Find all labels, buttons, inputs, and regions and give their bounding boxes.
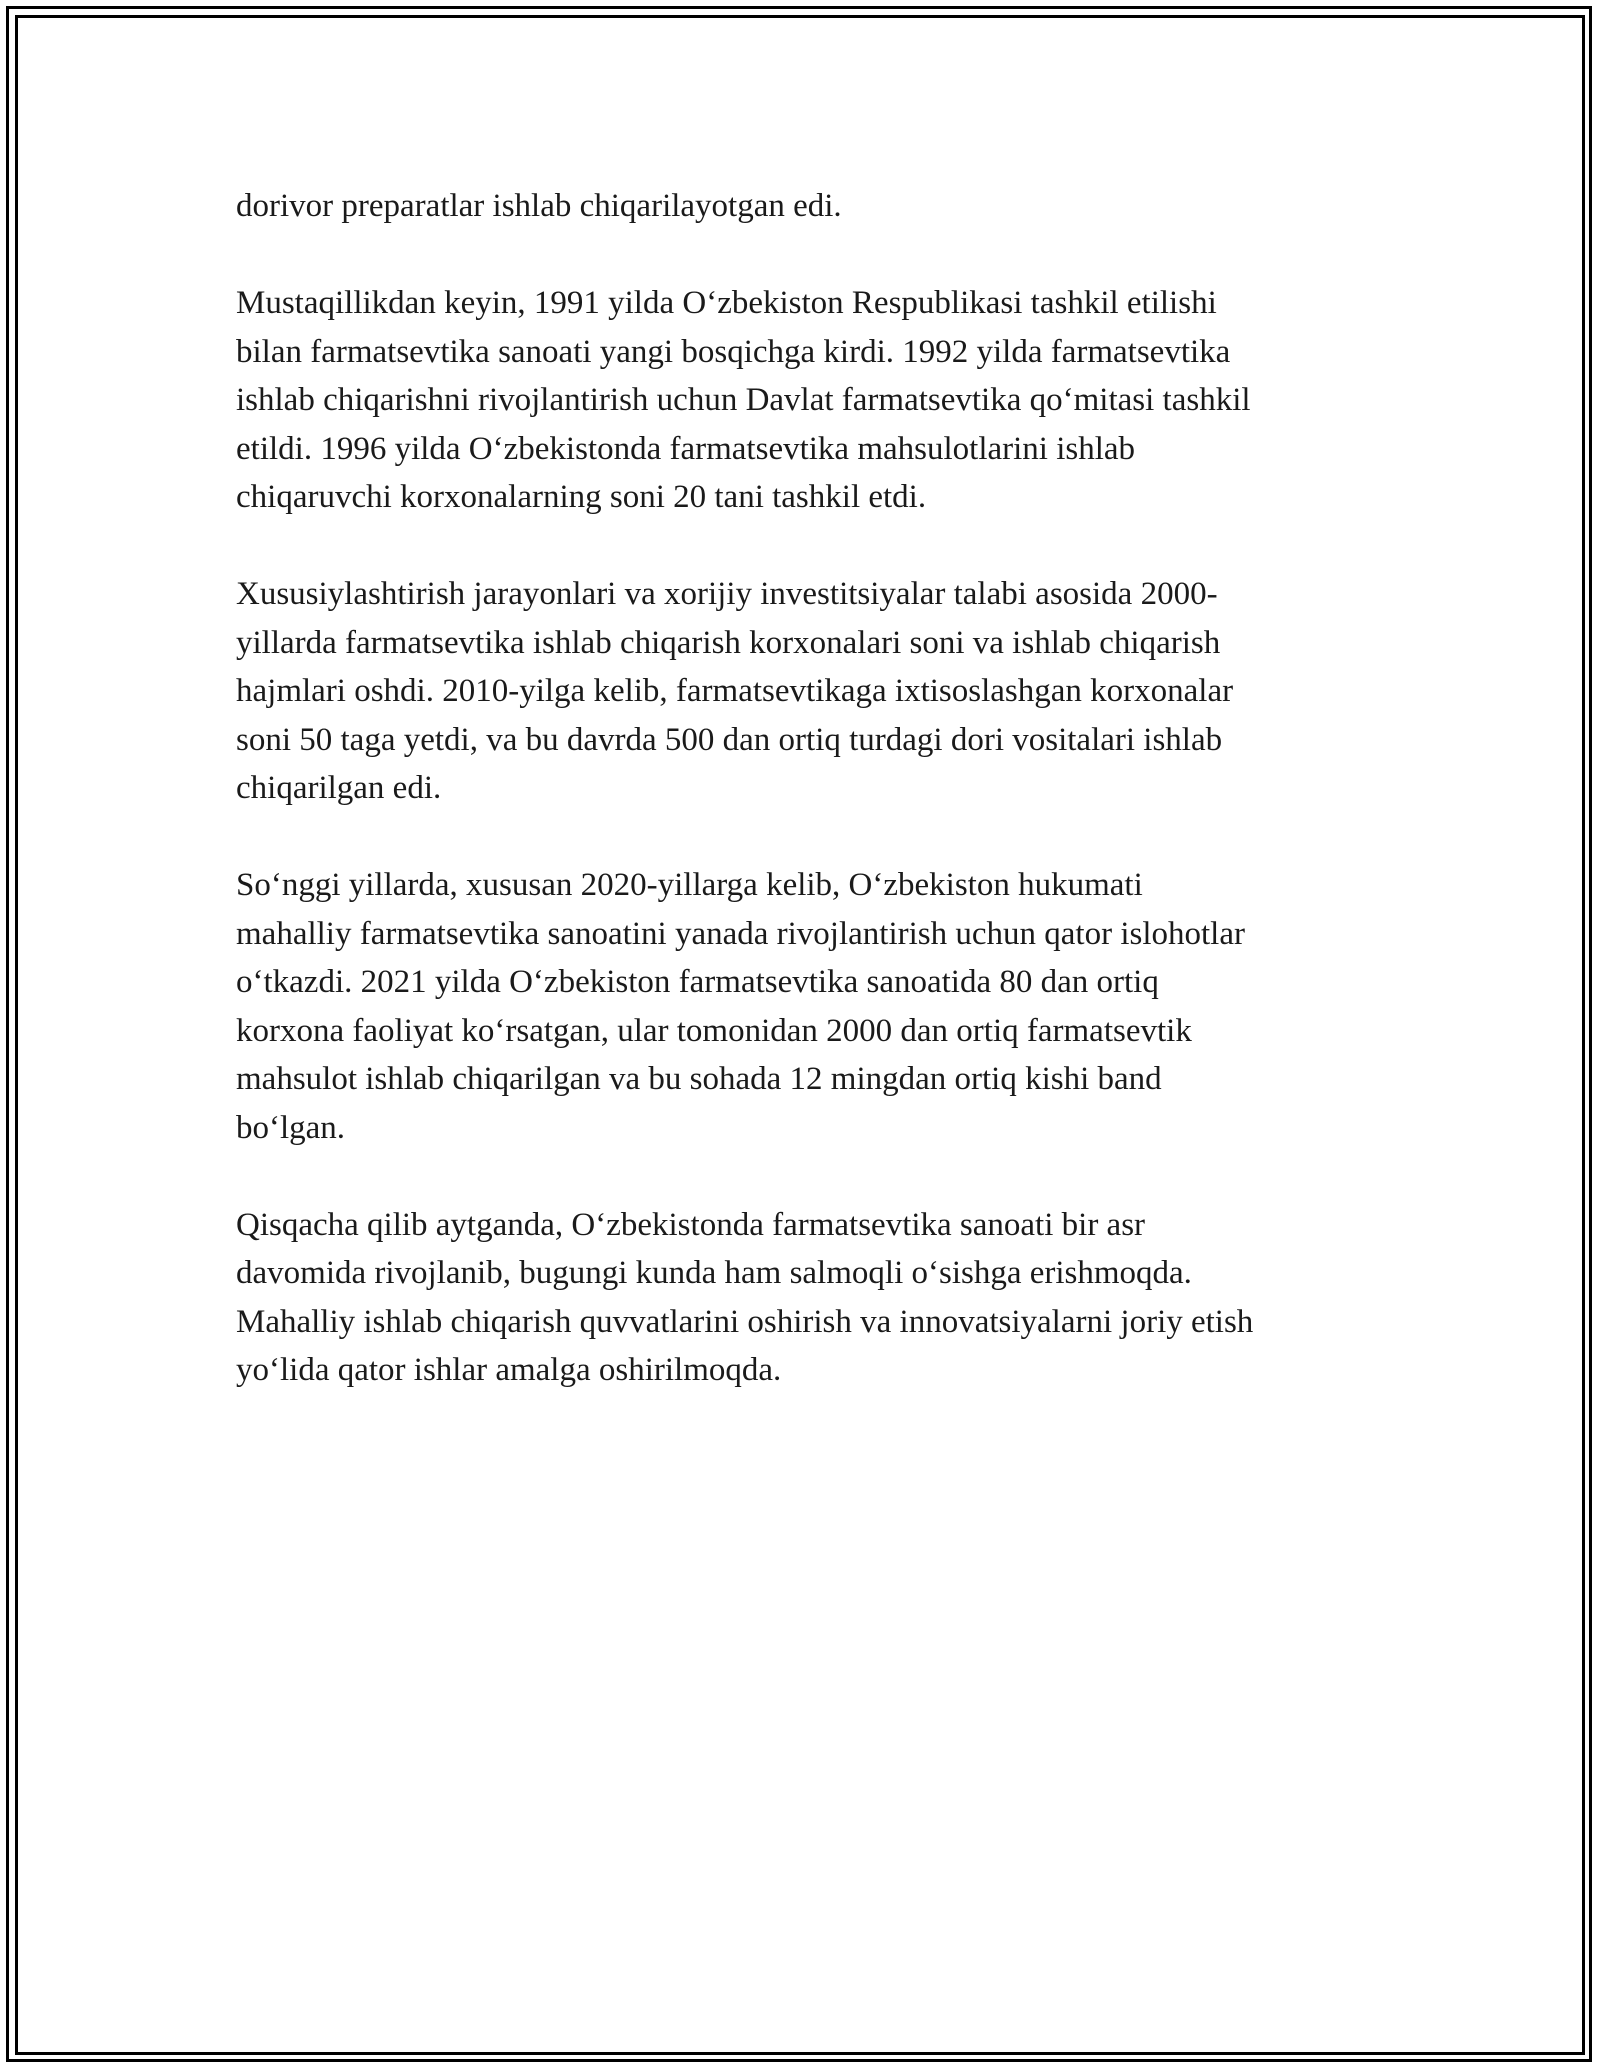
document-body <box>236 182 1376 1443</box>
paragraph-4: So‘nggi yillarda, xususan 2020-yillarga kelib, O‘zbekiston hukumati mahalliy farmatsevtika sanoatini yanada rivojlantirish uchun qator islohotlar o‘tkazdi. 2021 yilda O‘zbekiston farmatsevtika sanoatida 80 dan ortiq korxona faoliyat ko‘rsatgan, ular tomonidan 2000 dan ortiq farmatsevtik mahsulot ishlab chiqarilgan va bu sohada 12 mingdan ortiq kishi band bo‘lgan. <box>236 867 1245 1146</box>
paragraph-2: Mustaqillikdan keyin, 1991 yilda O‘zbekiston Respublikasi tashkil etilishi bilan farmatsevtika sanoati yangi bosqichga kirdi. 1992 yilda farmatsevtika ishlab chiqarishni rivojlantirish uchun Davlat farmatsevtika qo‘mitasi tashkil etildi. 1996 yilda O‘zbekistonda farmatsevtika mahsulotlarini ishlab chiqaruvchi korxonalarning soni 20 tani tashkil etdi. <box>236 285 1251 515</box>
paragraph-3: Xususiylashtirish jarayonlari va xorijiy investitsiyalar talabi asosida 2000- yillarda farmatsevtika ishlab chiqarish korxonalari soni va ishlab chiqarish hajmlari oshdi. 2010-yilga kelib, farmatsevtikaga ixtisoslashgan korxonalar soni 50 taga yetdi, va bu davrda 500 dan ortiq turdagi dori vositalari ishlab chiqarilgan edi. <box>236 576 1234 806</box>
paragraph-1: dorivor preparatlar ishlab chiqarilayotgan edi. <box>236 188 842 224</box>
paragraph-5: Qisqacha qilib aytganda, O‘zbekistonda farmatsevtika sanoati bir asr davomida rivojlanib, bugungi kunda ham salmoqli o‘sishga erishmoqda. Mahalliy ishlab chiqarish quvvatlarini oshirish va innovatsiyalarni joriy etish yo‘lida qator ishlar amalga oshirilmoqda. <box>236 1206 1254 1388</box>
